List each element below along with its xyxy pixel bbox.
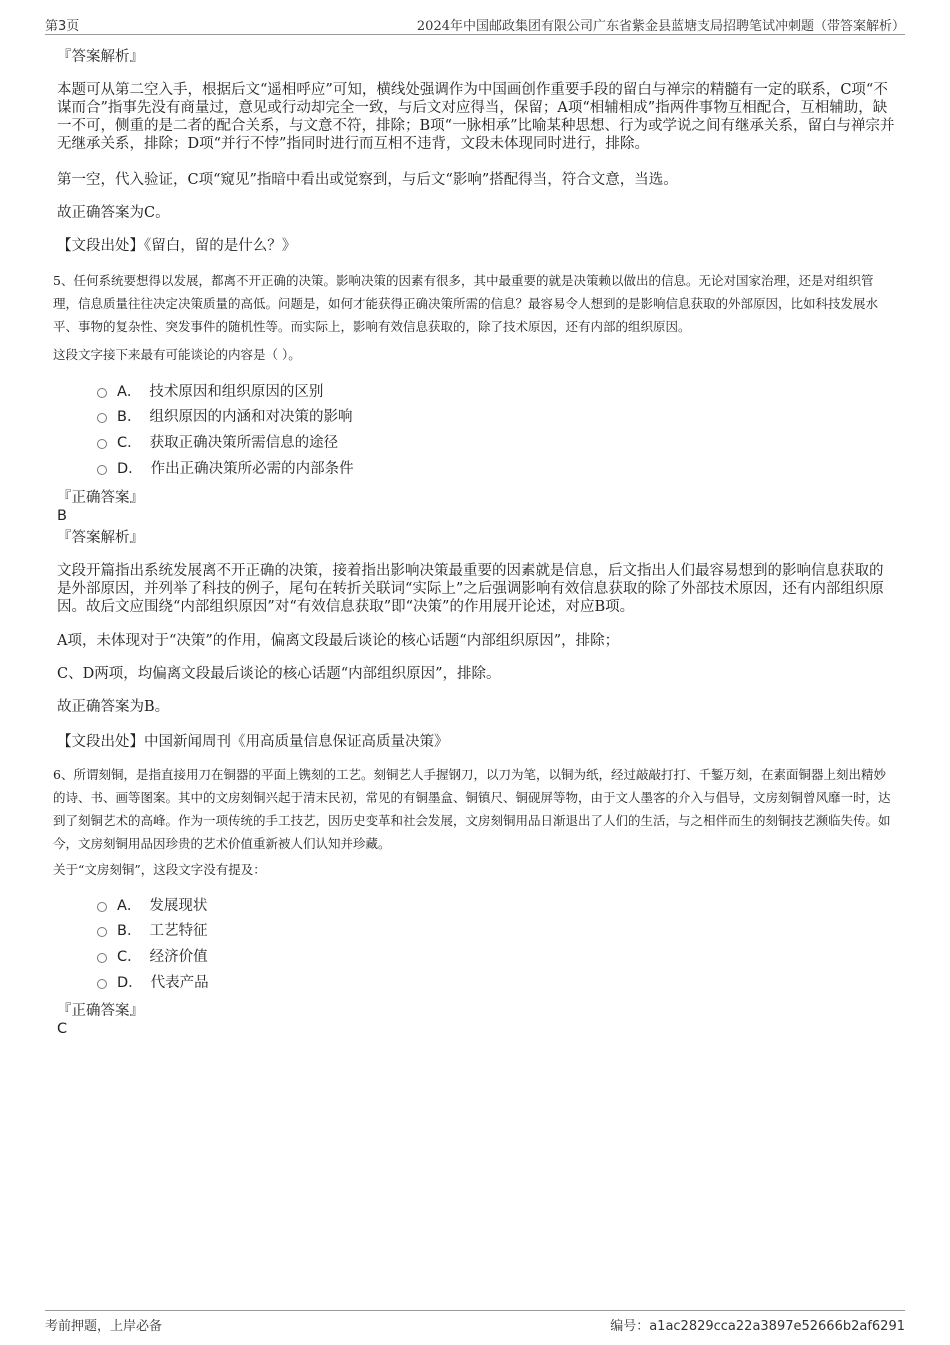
q5-option-a[interactable]: A． 技术原因和组织原因的区别 [97, 383, 323, 401]
q6-option-b[interactable]: B． 工艺特征 [97, 922, 207, 940]
radio-button-icon[interactable] [97, 439, 107, 449]
q5-answer-heading: 『正确答案』 [57, 490, 144, 506]
q6-option-a[interactable]: A． 发展现状 [97, 897, 207, 915]
q5-stem: 5、任何系统要想得以发展，都离不开正确的决策。影响决策的因素有很多，其中最重要的就是决策赖以做出的信息。无论对国家治理，还是对组织管理，信息质量往往决定决策质量的高低。问题是，如何才能获得正确决策所需的信息？最容易令人想到的是影响信息获取的外部原因，比如科技发展水平、事物的复杂性、突发事件的随机性等。而实际上，影响有效信息获取的，除了技术原因，还有内部的组织原因。 [53, 273, 879, 334]
radio-button-icon[interactable] [97, 388, 107, 398]
q5-analysis-paragraph-1: 文段开篇指出系统发展离不开正确的决策，接着指出影响决策最重要的因素就是信息，后文指出人们最容易想到的影响信息获取的是外部原因，并列举了科技的例子，尾句在转折关联词“实际上”之后强调影响有效信息获取的除了外部技术原因，还有内部组织原因。故后文应围绕“内部组织原因”对“有效信息获取”即“决策”的作用展开论述，对应B项。 [57, 563, 884, 615]
radio-button-icon[interactable] [97, 953, 107, 963]
q4-conclusion: 故正确答案为C。 [57, 205, 170, 221]
q5-conclusion: 故正确答案为B。 [57, 699, 170, 715]
q5-answer: B [57, 508, 67, 524]
q6-answer: C [57, 1021, 68, 1037]
q5-analysis-paragraph-2: A项，未体现对于“决策”的作用，偏离文段最后谈论的核心话题“内部组织原因”，排除； [57, 633, 620, 649]
q6-question: 关于“文房刻铜”，这段文字没有提及： [53, 862, 266, 877]
page-number: 第3页 [45, 19, 80, 34]
q4-analysis-paragraph-2: 第一空，代入验证，C项“窥见”指暗中看出或觉察到，与后文“影响”搭配得当，符合文意，当选。 [57, 172, 678, 188]
document-title: 2024年中国邮政集团有限公司广东省紫金县蓝塘支局招聘笔试冲刺题（带答案解析） [416, 19, 905, 34]
q5-option-b[interactable]: B． 组织原因的内涵和对决策的影响 [97, 408, 352, 426]
footer-slogan: 考前押题，上岸必备 [45, 1319, 163, 1334]
q4-analysis-heading: 『答案解析』 [57, 49, 144, 65]
q5-option-c[interactable]: C． 获取正确决策所需信息的途径 [97, 434, 338, 452]
q5-analysis-heading: 『答案解析』 [57, 530, 144, 546]
page-header [45, 12, 905, 35]
radio-button-icon[interactable] [97, 413, 107, 423]
q6-stem: 6、所谓刻铜，是指直接用刀在铜器的平面上镌刻的工艺。刻铜艺人手握钢刀，以刀为笔，以铜为纸，经过敲敲打打、千錾万刻，在素面铜器上刻出精妙的诗、书、画等图案。其中的文房刻铜兴起于清末民初，常见的有铜墨盒、铜镇尺、铜砚屏等物，由于文人墨客的介入与倡导，文房刻铜曾风靡一时，达到了刻铜艺术的高峰。作为一项传统的手工技艺，因历史变革和社会发展，文房刻铜用品日渐退出了人们的生活，与之相伴而生的刻铜技艺濒临失传。如今，文房刻铜用品因珍贵的艺术价值重新被人们认知并珍藏。 [53, 767, 891, 851]
q6-option-c[interactable]: C． 经济价值 [97, 948, 208, 966]
radio-button-icon[interactable] [97, 927, 107, 937]
q6-option-d[interactable]: D． 代表产品 [97, 974, 209, 992]
radio-button-icon[interactable] [97, 979, 107, 989]
radio-button-icon[interactable] [97, 902, 107, 912]
q4-source: 【文段出处】《留白，留的是什么？》 [57, 238, 297, 254]
q4-analysis-paragraph-1: 本题可从第二空入手，根据后文“遥相呼应”可知，横线处强调作为中国画创作重要手段的留白与禅宗的精髓有一定的联系，C项“不谋而合”指事先没有商量过，意见或行动却完全一致，与后文对应得当，保留；A项“相辅相成”指两件事物互相配合，互相辅助，缺一不可，侧重的是二者的配合关系，与文意不符，排除；B项“一脉相承”比喻某种思想、行为或学说之间有继承关系，留白与禅宗并无继承关系，排除；D项“并行不悖”指同时进行而互相不违背，文段未体现同时进行，排除。 [57, 82, 895, 152]
q5-question: 这段文字接下来最有可能谈论的内容是（ ）。 [53, 347, 301, 362]
q5-option-d[interactable]: D． 作出正确决策所必需的内部条件 [97, 460, 354, 478]
q6-answer-heading: 『正确答案』 [57, 1003, 144, 1019]
q5-source: 【文段出处】中国新闻周刊《用高质量信息保证高质量决策》 [57, 734, 449, 750]
radio-button-icon[interactable] [97, 465, 107, 475]
footer-code: 编号：a1ac2829cca22a3897e52666b2af6291 [610, 1319, 905, 1334]
page-footer [45, 1310, 905, 1334]
q5-analysis-paragraph-3: C、D两项，均偏离文段最后谈论的核心话题“内部组织原因”，排除。 [57, 666, 501, 682]
